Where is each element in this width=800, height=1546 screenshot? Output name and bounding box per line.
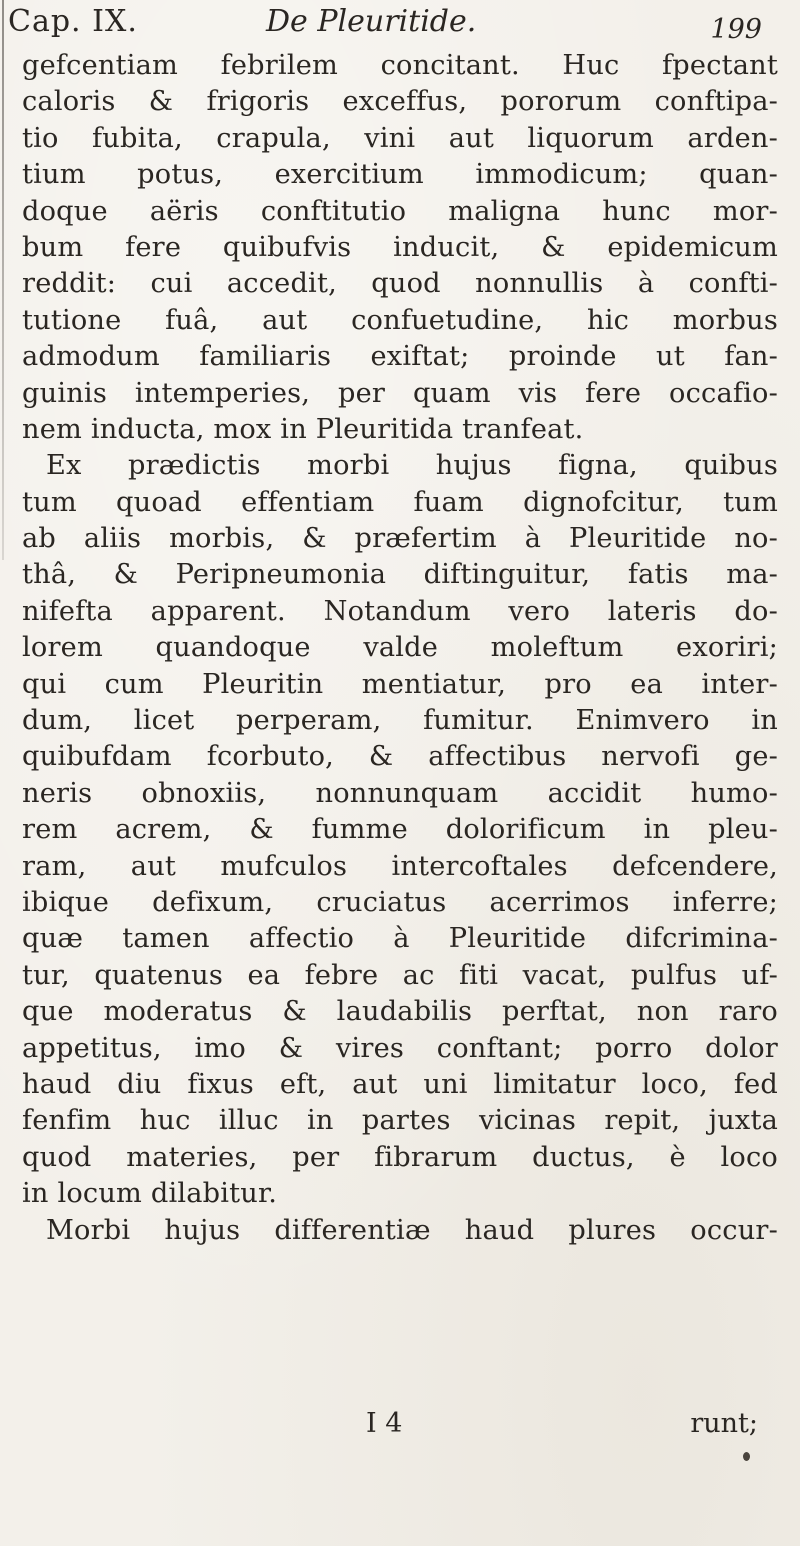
text-line: ram, aut mufculos intercoftales defcendere, (22, 850, 778, 882)
text-line: qui cum Pleuritin mentiatur, pro ea inter- (22, 668, 778, 700)
text-line: tur, quatenus ea febre ac fiti vacat, pulfus uf- (22, 959, 778, 991)
text-line: rem acrem, & fumme dolorificum in pleu- (22, 814, 778, 846)
text-line: tio fubita, crapula, vini aut liquorum arden- (22, 122, 778, 154)
text-line: caloris & frigoris exceffus, pororum conftipa- (22, 86, 778, 118)
page-footer (22, 1408, 778, 1448)
page-header (8, 4, 788, 50)
page-edge-shadow (2, 0, 4, 560)
text-line: ab aliis morbis, & præfertim à Pleuritide no- (22, 523, 778, 555)
ink-dot-mark (743, 1452, 750, 1461)
text-line: quod materies, per fibrarum ductus, è loco (22, 1141, 778, 1173)
text-line: neris obnoxiis, nonnunquam accidit humo- (22, 777, 778, 809)
chapter-heading: Cap. IX. (8, 4, 138, 39)
text-line: doque aëris conftitutio maligna hunc mor- (22, 195, 778, 227)
signature-mark: I 4 (366, 1408, 403, 1439)
running-title: De Pleuritide. (266, 4, 477, 39)
page-number: 199 (710, 14, 762, 45)
text-line: tutione fuâ, aut confuetudine, hic morbus (22, 304, 778, 336)
text-line: lorem quandoque valde moleftum exoriri; (22, 632, 778, 664)
text-line: que moderatus & laudabilis perftat, non raro (22, 996, 778, 1028)
paragraph-start-line: Ex prædictis morbi hujus figna, quibus (46, 450, 778, 482)
text-line: guinis intemperies, per quam vis fere occafio- (22, 377, 778, 409)
text-line: quæ tamen affectio à Pleuritide difcrimina- (22, 923, 778, 955)
text-line: quibufdam fcorbuto, & affectibus nervofi ge- (22, 741, 778, 773)
text-line: ibique defixum, cruciatus acerrimos inferre; (22, 886, 778, 918)
text-line: reddit: cui accedit, quod nonnullis à confti- (22, 268, 778, 300)
text-line: in locum dilabitur. (22, 1178, 278, 1210)
text-line: tium potus, exercitium immodicum; quan- (22, 159, 778, 191)
paragraph-start-line: Morbi hujus differentiæ haud plures occur- (46, 1214, 778, 1246)
text-line: haud diu fixus eft, aut uni limitatur loco, fed (22, 1068, 778, 1100)
text-line: thâ, & Peripneumonia diftinguitur, fatis ma- (22, 559, 778, 591)
text-line: admodum familiaris exiftat; proinde ut fan- (22, 341, 778, 373)
text-line: gefcentiam febrilem concitant. Huc fpectant (22, 50, 778, 81)
text-line: bum fere quibufvis inducit, & epidemicum (22, 231, 778, 263)
body-text (22, 48, 778, 1249)
text-line: nem inducta, mox in Pleuritida tranfeat. (22, 413, 584, 445)
text-line: nifefta apparent. Notandum vero lateris do- (22, 595, 778, 627)
catchword: runt; (690, 1408, 758, 1439)
text-line: dum, licet perperam, fumitur. Enimvero in (22, 705, 778, 737)
text-line: tum quoad effentiam fuam dignofcitur, tum (22, 486, 778, 518)
text-line: appetitus, imo & vires conftant; porro dolor (22, 1032, 778, 1064)
text-line: fenfim huc illuc in partes vicinas repit, juxta (22, 1105, 778, 1137)
